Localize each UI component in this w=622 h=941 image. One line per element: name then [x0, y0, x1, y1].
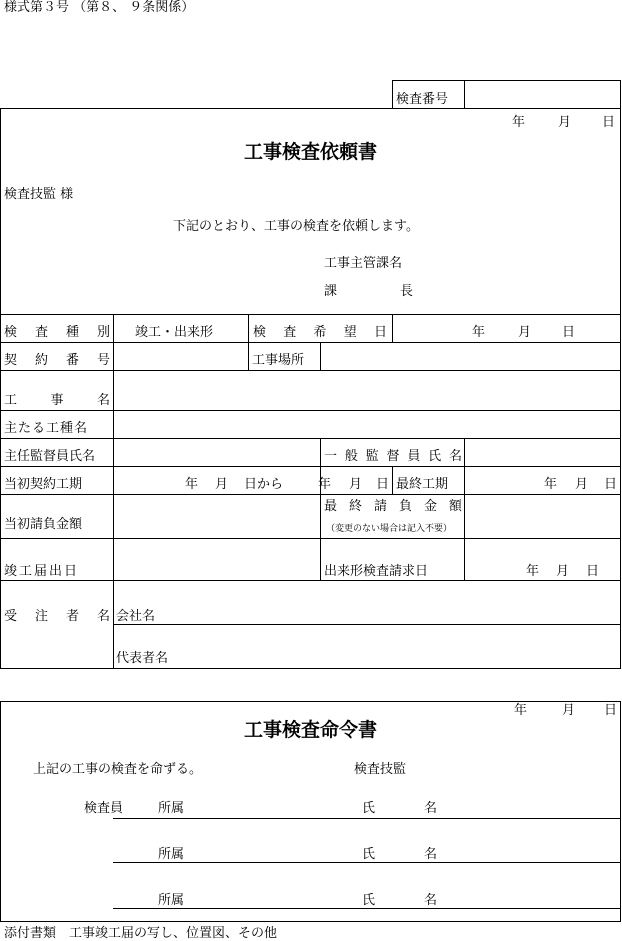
progress-request-label: 出来形検査請求日 — [324, 564, 429, 579]
inspector-label: 検査員 — [84, 801, 124, 816]
inspection-number-label: 検査番号 — [396, 92, 449, 107]
request-title: 工事検査依頼書 — [243, 141, 377, 163]
initial-period-from-day[interactable]: 日から — [244, 477, 284, 492]
final-amount-note: （変更のない場合は記入不要） — [326, 524, 453, 534]
representative-label: 代表者名 — [116, 651, 169, 666]
inspector-2-affiliation: 所属 — [158, 847, 185, 862]
chief-label-1: 課 — [324, 284, 338, 299]
section-label: 工事主管課名 — [324, 256, 403, 271]
attachments-note: 添付書類 工事竣工届の写し、位置図、その他 — [4, 926, 278, 941]
inspector-3-affiliation: 所属 — [158, 893, 185, 908]
order-issuer: 検査技監 — [354, 762, 407, 777]
request-date-month: 月 — [558, 115, 572, 130]
request-form — [0, 108, 621, 669]
final-period-year[interactable]: 年 — [544, 477, 558, 492]
desired-date-day[interactable]: 日 — [562, 325, 576, 340]
order-date-day: 日 — [604, 703, 618, 718]
progress-request-year[interactable]: 年 — [526, 564, 540, 579]
initial-period-from-year[interactable]: 年 — [185, 477, 199, 492]
work-name-label: 工 事 名 — [4, 393, 110, 408]
contract-number-label: 契 約 番 号 — [4, 353, 110, 368]
order-date-year: 年 — [514, 703, 528, 718]
initial-period-to-day[interactable]: 日 — [376, 477, 390, 492]
order-date-month: 月 — [562, 703, 576, 718]
completion-notice-label: 竣工届出日 — [4, 564, 80, 579]
request-addressee: 検査技監 様 — [4, 187, 74, 202]
inspector-3-name-char-2: 名 — [424, 893, 438, 908]
general-supervisor-label: 一 般 監 督 員 氏 名 — [324, 449, 462, 464]
initial-period-from-month[interactable]: 月 — [215, 477, 229, 492]
initial-period-to-year[interactable]: 年 — [318, 477, 332, 492]
chief-supervisor-label: 主任監督員氏名 — [4, 449, 96, 464]
progress-request-day[interactable]: 日 — [586, 564, 600, 579]
inspector-3-name-char-1: 氏 — [362, 893, 376, 908]
order-title: 工事検査命令書 — [243, 719, 377, 741]
chief-label-2: 長 — [400, 284, 414, 299]
request-date-year: 年 — [512, 115, 526, 130]
final-period-day[interactable]: 日 — [604, 477, 618, 492]
inspector-1-affiliation: 所属 — [158, 801, 185, 816]
inspector-2-name-char-1: 氏 — [362, 847, 376, 862]
final-amount-label: 最 終 請 負 金 額 — [324, 499, 462, 514]
desired-date-month[interactable]: 月 — [518, 325, 532, 340]
inspector-1-name-char-1: 氏 — [362, 801, 376, 816]
request-date-day: 日 — [602, 115, 616, 130]
desired-date-label: 検 査 希 望 日 — [253, 325, 387, 340]
desired-date-year[interactable]: 年 — [472, 325, 486, 340]
inspector-2-name-char-2: 名 — [424, 847, 438, 862]
final-period-month[interactable]: 月 — [575, 477, 589, 492]
site-label: 工事場所 — [252, 353, 305, 368]
contractor-label: 受 注 者 名 — [4, 609, 110, 624]
inspector-1-name-char-2: 名 — [424, 801, 438, 816]
initial-period-label: 当初契約工期 — [4, 477, 83, 492]
form-label: 様式第３号 （第８、 ９条関係） — [4, 0, 195, 15]
company-label: 会社名 — [116, 609, 156, 624]
main-work-type-label: 主たる工種名 — [4, 421, 89, 436]
inspection-type-label: 検 査 種 別 — [4, 325, 110, 340]
request-body-text: 下記のとおり、工事の検査を依頼します。 — [173, 219, 419, 234]
progress-request-month[interactable]: 月 — [556, 564, 570, 579]
order-body-text: 上記の工事の検査を命ずる。 — [33, 762, 203, 777]
initial-amount-label: 当初請負金額 — [4, 517, 83, 532]
inspection-type-value[interactable]: 竣工・出来形 — [135, 325, 214, 340]
initial-period-to-month[interactable]: 月 — [349, 477, 363, 492]
final-period-label: 最終工期 — [396, 477, 449, 492]
